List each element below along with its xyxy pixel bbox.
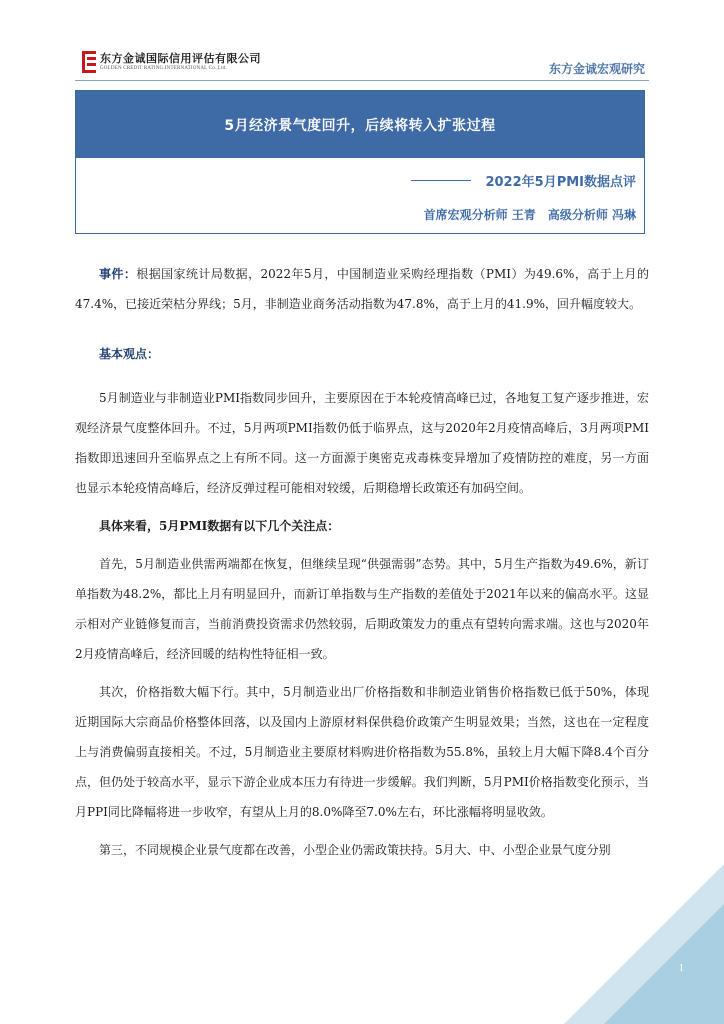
basic-view-paragraph: 5月制造业与非制造业PMI指数同步回升，主要原因在于本轮疫情高峰已过，各地复工复产逐步推进，宏观经济景气度整体回升。不过，5月两项PMI指数仍低于临界点，这与2020年2月疫情高峰后，3月两项PMI指数即迅速回升至临界点之上有所不同。这一方面源于奥密克戎毒株变异增加了疫情防控的难度，另一方面也显示本轮疫情高峰后，经济反弹过程可能相对较缓，后期稳增长政策还有加码空间。 (75, 391, 649, 495)
company-name-en: GOLDEN CREDIT RATING INTERNATIONAL Co.,Ltd. (100, 66, 227, 71)
page-number: 1 (678, 962, 684, 974)
author-chief: 首席宏观分析师 王青 (423, 208, 536, 222)
event-paragraph (75, 259, 649, 319)
event-text: 根据国家统计局数据，2022年5月，中国制造业采购经理指数（PMI）为49.6%，高于上月的47.4%，已接近荣枯分界线；5月，非制造业商务活动指数为47.8%，高于上月的41.9%，回升幅度较大。 (75, 267, 649, 311)
event-label: 事件： (99, 267, 137, 281)
corner-decoration (564, 864, 724, 1024)
title-band (76, 91, 644, 158)
basic-view-heading: 基本观点： (99, 347, 160, 361)
report-body (75, 259, 649, 865)
authors (424, 206, 636, 223)
subtitle-dash (411, 180, 471, 181)
report-title-box (75, 90, 645, 234)
report-title: 5月经济景气度回升，后续将转入扩张过程 (224, 117, 496, 134)
report-subtitle: 2022年5月PMI数据点评 (485, 175, 636, 190)
page-header (0, 0, 724, 82)
subtitle-row (411, 171, 636, 190)
focus-heading: 具体来看，5月PMI数据有以下几个关注点： (99, 519, 340, 533)
company-logo-icon (81, 50, 97, 74)
company-name-cn: 东方金诚国际信用评估有限公司 (100, 52, 261, 65)
header-divider (75, 80, 649, 81)
point-two-paragraph: 其次，价格指数大幅下行。其中，5月制造业出厂价格指数和非制造业销售价格指数已低于50%，体现近期国际大宗商品价格整体回落，以及国内上游原材料保供稳价政策产生明显效果；当然，这也在一定程度上与消费偏弱直接相关。不过，5月制造业主要原材料购进价格指数为55.8%，虽较上月大幅下降8.4个百分点，但仍处于较高水平，显示下游企业成本压力有待进一步缓解。我们判断，5月PMI价格指数变化预示，当月PPI同比降幅将进一步收窄，有望从上月的8.0%降至7.0%左右，环比涨幅将明显收敛。 (75, 685, 649, 819)
research-brand: 东方金诚宏观研究 (548, 62, 645, 76)
point-one-paragraph: 首先，5月制造业供需两端都在恢复，但继续呈现“供强需弱”态势。其中，5月生产指数为49.6%，新订单指数为48.2%，都比上月有明显回升，而新订单指数与生产指数的差值处于2021年以来的偏高水平。这显示相对产业链修复而言，当前消费投资需求仍然较弱，后期政策发力的重点有望转向需求端。这也与2020年2月疫情高峰后，经济回暖的结构性特征相一致。 (75, 557, 649, 661)
point-three-paragraph: 第三，不同规模企业景气度都在改善，小型企业仍需政策扶持。5月大、中、小型企业景气度分别 (99, 843, 611, 857)
author-senior: 高级分析师 冯琳 (547, 208, 636, 222)
